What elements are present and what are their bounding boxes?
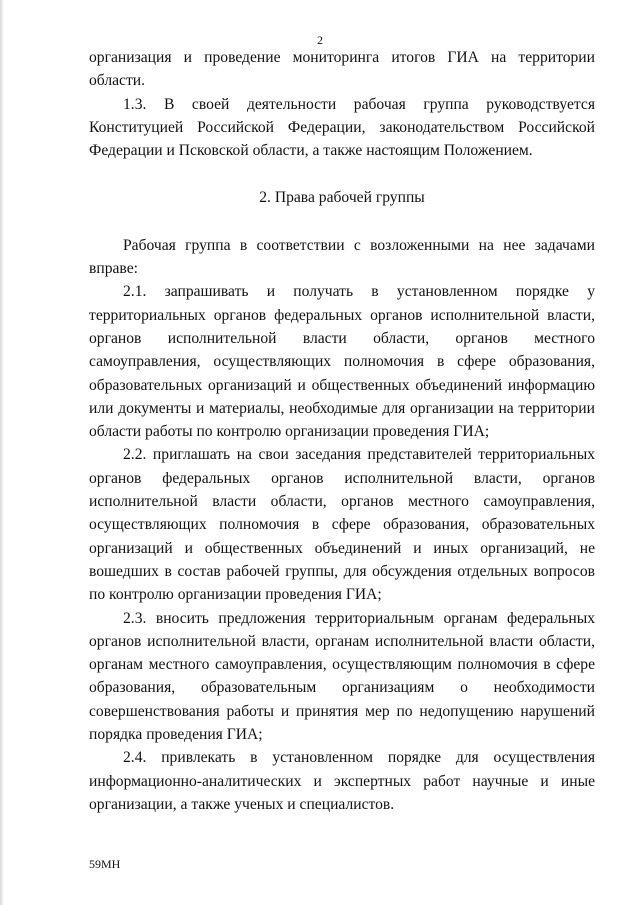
paragraph-2-1: 2.1. запрашивать и получать в установленном порядке у территориальных органов федеральных органов исполнительной власти, органов исполнительной власти области, органов местного самоуправления, осуществляющих полномочия в сфере образования, образовательных организаций и общественных объединений информацию или документы и материалы, необходимые для организации на территории области работы по контролю организации проведения ГИА; [89,283,595,441]
spacer [89,162,595,186]
paragraph-2-2: 2.2. приглашать на свои заседания представителей территориальных органов федеральных органов исполнительной власти, органов исполнительной власти области, органов местного самоуправления, осуществляющих полномочия в сфере образования, образовательных организаций и общественных объединений и иных организаций, не вошедших в состав рабочей группы, для обсуждения отдельных вопросов по контролю организации проведения ГИА; [89,446,595,604]
footer-document-code: 59МН [89,857,121,871]
paragraph-2-lead: Рабочая группа в соответствии с возложенными на нее задачами вправе: [89,236,595,278]
paragraph-1-3: 1.3. В своей деятельности рабочая группа руководствуется Конституцией Российской Федерации, законодательством Российской Федерации и Псковской области, а также настоящим Положением. [89,95,595,160]
paragraph-2-4: 2.4. привлекать в установленном порядке для осуществления информационно-аналитических и экспертных работ научные и иные организации, а также ученых и специалистов. [89,749,595,813]
paragraph-2-3: 2.3. вносить предложения территориальным органам федеральных органов исполнительной власти, органам исполнительной власти области, органам местного самоуправления, осуществляющим полномочия в сфере образования, образовательным организациям о необходимости совершенствования работы и принятия мер по недопущению нарушений порядка проведения ГИА; [89,609,595,744]
section-heading: 2. Права рабочей группы [259,189,425,207]
scan-edge [0,0,4,905]
document-body [89,46,595,816]
paragraph-intro-end: организация и проведение мониторинга итогов ГИА на территории области. [89,49,595,90]
page-number: 2 [317,33,323,47]
spacer [89,210,595,234]
